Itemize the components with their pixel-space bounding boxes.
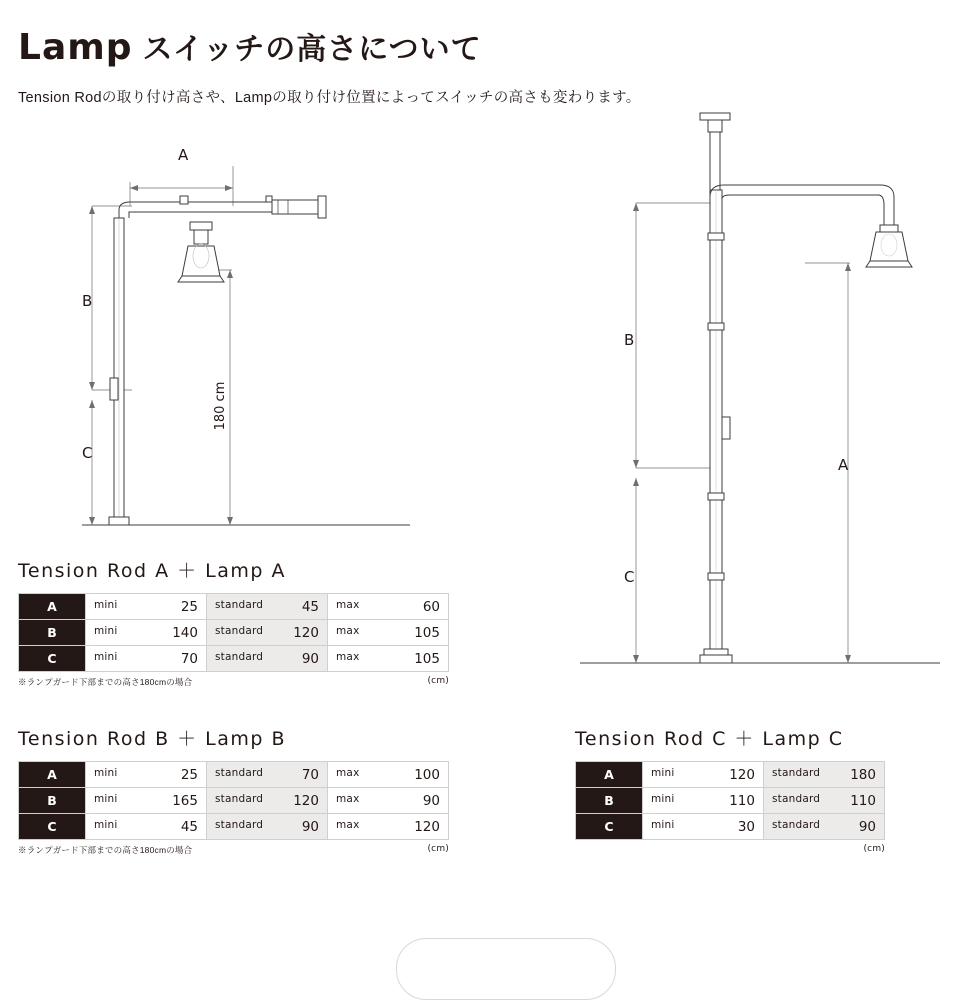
- spec-title-rod-b: Tension Rod B ＋ Lamp B: [18, 728, 287, 750]
- cell-standard: [207, 762, 328, 788]
- note-text: ※ランプガード下部までの高さ180cmの場合: [18, 677, 193, 687]
- cell-max: [328, 594, 449, 620]
- cell-value: 25: [180, 766, 198, 783]
- cell-value: 100: [414, 766, 440, 783]
- cell-value: 105: [414, 650, 440, 667]
- cell-value: 30: [737, 818, 755, 835]
- col-label-mini: mini: [94, 624, 118, 637]
- note-text: ※ランプガード下部までの高さ180cmの場合: [18, 845, 193, 855]
- row-head: C: [19, 646, 86, 672]
- col-label-mini: mini: [94, 650, 118, 663]
- note-unit: (cm): [427, 844, 449, 854]
- col-label-standard: standard: [215, 818, 264, 831]
- cell-standard: [764, 788, 885, 814]
- cell-max: [328, 788, 449, 814]
- diagram-left-height-note: 180 cm: [213, 381, 228, 431]
- spec-block-rod-a: [18, 556, 449, 688]
- spec-table-rod-c: [575, 761, 885, 840]
- cell-mini: [643, 814, 764, 840]
- diagram-right-label-b: B: [624, 331, 635, 349]
- col-label-mini: mini: [651, 792, 675, 805]
- note-unit: (cm): [863, 844, 885, 854]
- diagram-left-svg: [20, 110, 520, 540]
- cell-value: 120: [293, 624, 319, 641]
- spec-note-rod-b: [18, 844, 449, 856]
- cell-value: 45: [301, 598, 319, 615]
- table-row: [576, 788, 885, 814]
- cell-value: 45: [180, 818, 198, 835]
- cell-standard: [207, 620, 328, 646]
- table-row: [576, 814, 885, 840]
- cell-mini: [643, 762, 764, 788]
- spec-title-rod-a: Tension Rod A ＋ Lamp A: [18, 560, 286, 582]
- page-title-sub: スイッチの高さについて: [142, 33, 482, 66]
- page-title: [18, 28, 938, 68]
- table-row: [19, 762, 449, 788]
- row-head: C: [19, 814, 86, 840]
- cell-standard: [207, 788, 328, 814]
- diagram-tension-rod-a: [20, 110, 520, 540]
- col-label-mini: mini: [94, 598, 118, 611]
- cell-mini: [86, 594, 207, 620]
- cell-value: 105: [414, 624, 440, 641]
- col-label-max: max: [336, 792, 360, 805]
- cell-value: 180: [850, 766, 876, 783]
- col-label-standard: standard: [215, 650, 264, 663]
- cell-value: 70: [301, 766, 319, 783]
- page-title-main: Lamp: [18, 27, 133, 68]
- col-label-standard: standard: [772, 766, 821, 779]
- cell-value: 110: [729, 792, 755, 809]
- diagram-right-label-a: A: [838, 456, 849, 474]
- cell-value: 90: [858, 818, 876, 835]
- spec-note-rod-a: [18, 676, 449, 688]
- col-label-max: max: [336, 598, 360, 611]
- col-label-mini: mini: [94, 766, 118, 779]
- cell-value: 110: [850, 792, 876, 809]
- col-label-standard: standard: [215, 766, 264, 779]
- cell-standard: [207, 646, 328, 672]
- cell-standard: [207, 594, 328, 620]
- cell-mini: [86, 762, 207, 788]
- col-label-standard: standard: [772, 792, 821, 805]
- cell-max: [328, 620, 449, 646]
- spec-table-rod-a: [18, 593, 449, 672]
- cell-standard: [207, 814, 328, 840]
- cell-standard: [764, 762, 885, 788]
- table-row: [19, 814, 449, 840]
- cell-value: 25: [180, 598, 198, 615]
- col-label-standard: standard: [772, 818, 821, 831]
- cell-value: 90: [301, 650, 319, 667]
- row-head: B: [576, 788, 643, 814]
- cell-value: 90: [301, 818, 319, 835]
- col-label-max: max: [336, 624, 360, 637]
- diagram-right-label-c: C: [624, 568, 635, 586]
- row-head: A: [19, 594, 86, 620]
- row-head: A: [576, 762, 643, 788]
- table-row: [576, 762, 885, 788]
- diagram-tension-rod-c: [540, 95, 950, 705]
- cell-value: 120: [293, 792, 319, 809]
- note-unit: (cm): [427, 676, 449, 686]
- table-row: [19, 788, 449, 814]
- page-subtitle: Tension Rodの取り付け高さや、Lampの取り付け位置によってスイッチの高さも変わります。: [18, 89, 641, 106]
- cell-value: 120: [729, 766, 755, 783]
- col-label-max: max: [336, 650, 360, 663]
- row-head: B: [19, 788, 86, 814]
- col-label-standard: standard: [215, 624, 264, 637]
- col-label-mini: mini: [94, 792, 118, 805]
- cell-max: [328, 646, 449, 672]
- table-row: [19, 620, 449, 646]
- spec-note-rod-c: [575, 844, 885, 854]
- col-label-mini: mini: [651, 818, 675, 831]
- cell-value: 120: [414, 818, 440, 835]
- cell-value: 60: [422, 598, 440, 615]
- cell-mini: [643, 788, 764, 814]
- cell-mini: [86, 646, 207, 672]
- col-label-mini: mini: [651, 766, 675, 779]
- col-label-standard: standard: [215, 792, 264, 805]
- col-label-max: max: [336, 818, 360, 831]
- cell-max: [328, 814, 449, 840]
- cell-max: [328, 762, 449, 788]
- diagram-left-label-b: B: [82, 292, 93, 310]
- cell-mini: [86, 620, 207, 646]
- diagram-right-svg: [540, 95, 950, 705]
- cell-mini: [86, 788, 207, 814]
- diagram-left-label-c: C: [82, 444, 93, 462]
- cell-mini: [86, 814, 207, 840]
- spec-table-rod-b: [18, 761, 449, 840]
- col-label-max: max: [336, 766, 360, 779]
- col-label-mini: mini: [94, 818, 118, 831]
- spec-block-rod-b: [18, 724, 449, 856]
- cell-value: 140: [172, 624, 198, 641]
- diagram-left-label-a: A: [178, 146, 189, 164]
- spec-block-rod-c: [575, 724, 885, 854]
- row-head: C: [576, 814, 643, 840]
- spec-title-rod-c: Tension Rod C ＋ Lamp C: [575, 728, 844, 750]
- bottom-rounded-shape: [396, 938, 616, 1000]
- table-row: [19, 594, 449, 620]
- row-head: A: [19, 762, 86, 788]
- cell-value: 90: [422, 792, 440, 809]
- col-label-standard: standard: [215, 598, 264, 611]
- cell-standard: [764, 814, 885, 840]
- cell-value: 165: [172, 792, 198, 809]
- row-head: B: [19, 620, 86, 646]
- cell-value: 70: [180, 650, 198, 667]
- table-row: [19, 646, 449, 672]
